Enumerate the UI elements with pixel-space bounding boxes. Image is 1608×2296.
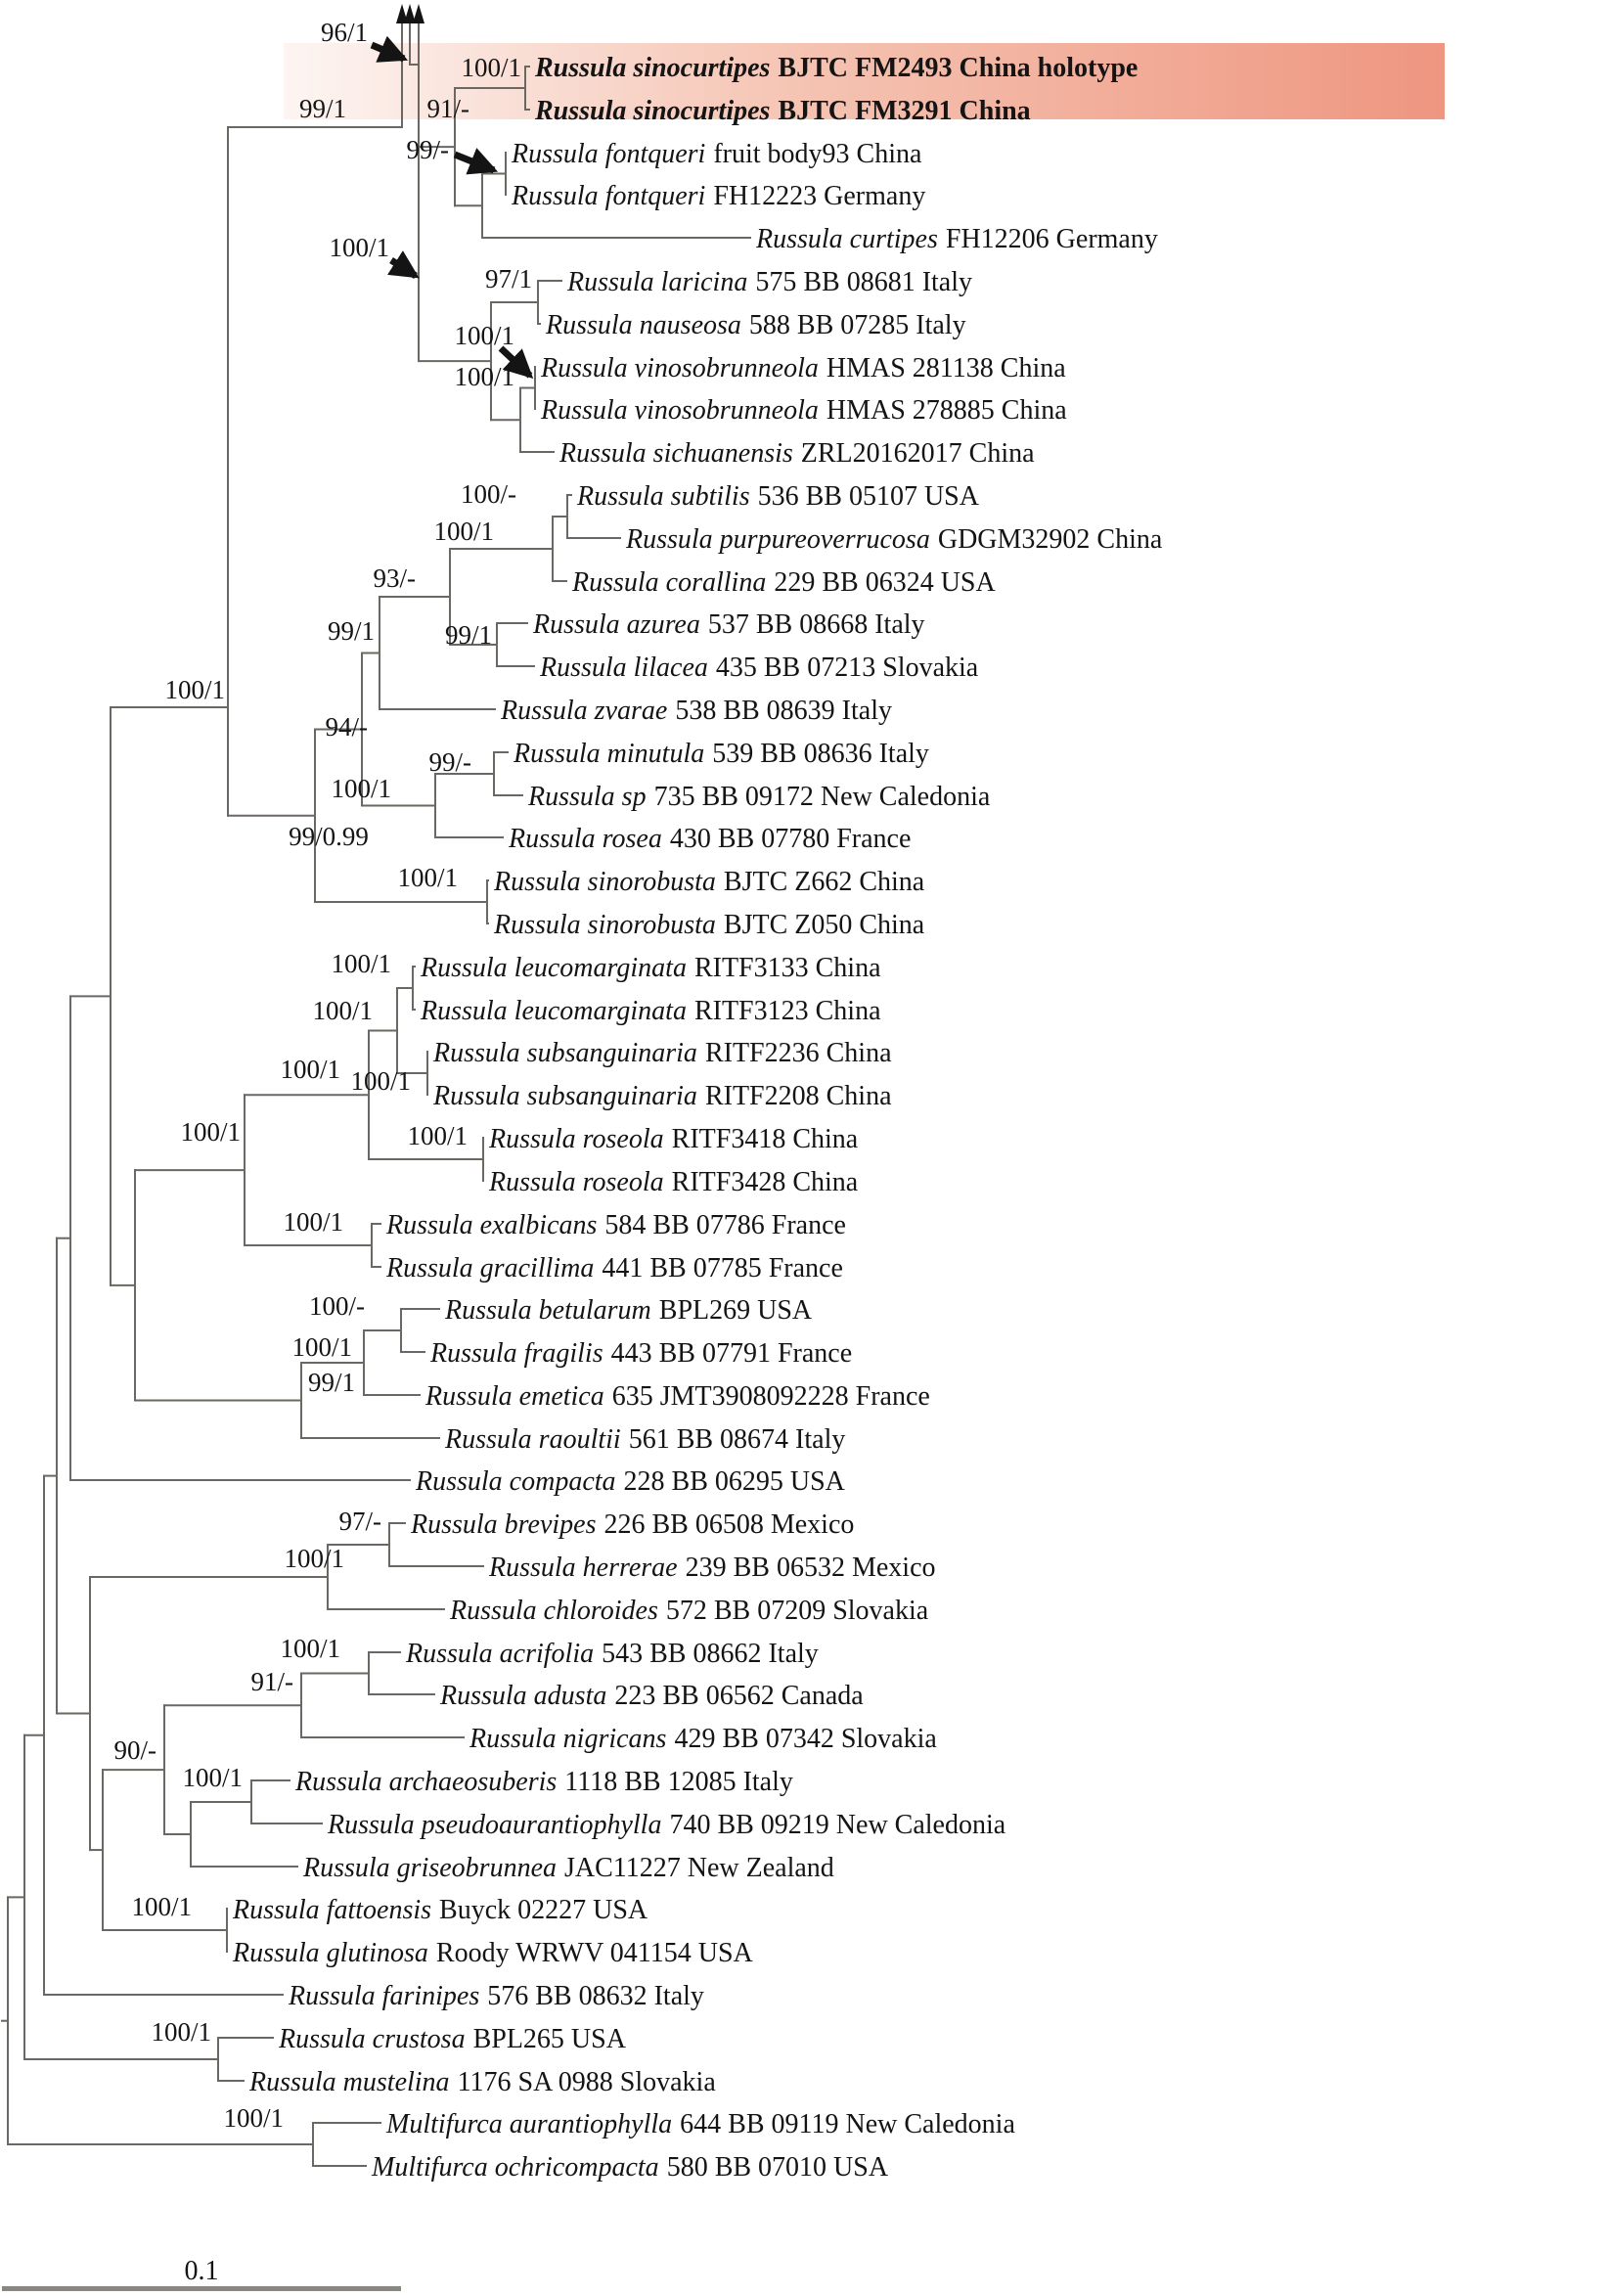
- tip-label: [420, 996, 881, 1026]
- species-name: Russula chloroides: [450, 1596, 658, 1626]
- collection-info: Roody WRWV 041154 USA: [435, 1938, 753, 1968]
- tip-label: [540, 353, 1066, 383]
- tip-label: [439, 1681, 864, 1711]
- species-name: Russula vinosobrunneola: [541, 395, 819, 426]
- collection-info: 223 BB 06562 Canada: [614, 1681, 864, 1711]
- tip-label: [327, 1810, 1006, 1840]
- species-name: Russula laricina: [567, 267, 748, 297]
- species-name: Russula brevipes: [411, 1509, 597, 1540]
- species-name: Russula fragilis: [430, 1338, 603, 1369]
- species-name: Russula raoultii: [445, 1424, 621, 1455]
- species-name: Russula rosea: [509, 824, 662, 854]
- support-value: 100/1: [164, 675, 225, 704]
- support-value: 99/1: [327, 616, 375, 646]
- tip-label: [513, 739, 929, 769]
- truncation-arrow-icon: [413, 4, 424, 23]
- species-name: Russula nigricans: [469, 1724, 667, 1754]
- collection-info: 1176 SA 0988 Slovakia: [457, 2067, 716, 2097]
- collection-info: 635 JMT3908092228 France: [611, 1381, 930, 1412]
- tip-label: [534, 96, 1031, 126]
- support-value: 93/-: [373, 563, 416, 593]
- species-name: Russula archaeosuberis: [295, 1767, 558, 1797]
- species-name: Russula sp: [528, 782, 647, 812]
- collection-info: 572 BB 07209 Slovakia: [665, 1596, 929, 1626]
- species-name: Russula emetica: [425, 1381, 604, 1412]
- tip-label: [248, 2067, 716, 2097]
- tip-label: [576, 481, 980, 512]
- tip-label: [469, 1724, 937, 1754]
- species-name: Multifurca ochricompacta: [372, 2152, 659, 2183]
- collection-info: Buyck 02227 USA: [439, 1895, 648, 1925]
- collection-info: 735 BB 09172 New Caledonia: [653, 782, 991, 812]
- species-name: Russula minutula: [514, 739, 705, 769]
- tip-label: [385, 1253, 843, 1283]
- tip-label: [488, 1124, 859, 1154]
- species-name: Russula vinosobrunneola: [541, 353, 819, 383]
- collection-info: RITF3428 China: [671, 1167, 859, 1197]
- support-value: 91/-: [250, 1667, 293, 1696]
- tip-label: [385, 2109, 1015, 2139]
- support-value: 99/1: [308, 1368, 356, 1397]
- collection-info: RITF2236 China: [704, 1038, 892, 1068]
- species-name: Russula leucomarginata: [421, 996, 687, 1026]
- pointer-arrow-icon: [391, 260, 416, 276]
- support-value: 100/1: [461, 53, 521, 82]
- tip-label: [558, 438, 1035, 469]
- support-value: 99/1: [444, 620, 492, 650]
- support-value: 90/-: [113, 1735, 156, 1765]
- species-name: Russula corallina: [572, 567, 767, 598]
- collection-info: 740 BB 09219 New Caledonia: [669, 1810, 1006, 1840]
- species-name: Multifurca aurantiophylla: [386, 2109, 673, 2139]
- species-name: Russula mustelina: [249, 2067, 450, 2097]
- collection-info: 575 BB 08681 Italy: [755, 267, 973, 297]
- species-name: Russula nauseosa: [546, 310, 741, 340]
- collection-info: 584 BB 07786 France: [604, 1210, 846, 1240]
- support-value: 100/1: [223, 2103, 284, 2133]
- support-value: 100/1: [454, 362, 514, 391]
- tip-label: [488, 1553, 936, 1583]
- tip-label: [493, 867, 925, 897]
- support-value: 100/1: [433, 517, 494, 546]
- support-value: 100/1: [131, 1892, 192, 1921]
- support-value: 100/1: [182, 1763, 243, 1792]
- tip-label: [488, 1167, 859, 1197]
- support-value: 100/1: [329, 233, 389, 262]
- tip-label: [493, 910, 925, 940]
- support-value: 100/1: [291, 1332, 352, 1362]
- species-name: Russula sinorobusta: [494, 867, 716, 897]
- collection-info: HMAS 278885 China: [826, 395, 1067, 426]
- collection-info: 239 BB 06532 Mexico: [685, 1553, 936, 1583]
- tip-label: [385, 1210, 846, 1240]
- species-name: Russula subtilis: [577, 481, 750, 512]
- collection-info: 229 BB 06324 USA: [774, 567, 996, 598]
- collection-info: FH12223 Germany: [713, 181, 926, 211]
- species-name: Russula fontqueri: [512, 181, 706, 211]
- collection-info: HMAS 281138 China: [826, 353, 1066, 383]
- collection-info: 580 BB 07010 USA: [666, 2152, 889, 2183]
- support-value: 100/1: [151, 2017, 211, 2047]
- collection-info: RITF3123 China: [693, 996, 881, 1026]
- species-name: Russula griseobrunnea: [303, 1853, 557, 1883]
- species-name: Russula fontqueri: [512, 139, 706, 169]
- collection-info: 537 BB 08668 Italy: [707, 609, 925, 640]
- collection-info: RITF3133 China: [693, 953, 881, 983]
- species-name: Russula crustosa: [279, 2024, 466, 2054]
- support-value: 100/1: [350, 1066, 411, 1096]
- tip-label: [625, 524, 1163, 555]
- collection-info: 588 BB 07285 Italy: [748, 310, 966, 340]
- species-name: Russula compacta: [416, 1466, 616, 1497]
- species-name: Russula sinorobusta: [494, 910, 716, 940]
- species-name: Russula adusta: [440, 1681, 607, 1711]
- support-value: 96/1: [320, 18, 368, 47]
- species-name: Russula farinipes: [289, 1981, 480, 2011]
- species-name: Russula purpureoverrucosa: [626, 524, 930, 555]
- collection-info: JAC11227 New Zealand: [564, 1853, 834, 1883]
- support-value: 91/-: [426, 94, 469, 123]
- support-value: 99/0.99: [289, 822, 369, 851]
- support-value: 97/-: [338, 1507, 381, 1536]
- tip-label: [371, 2152, 889, 2183]
- support-value: 100/1: [331, 774, 391, 803]
- collection-info: BJTC FM3291 China: [778, 96, 1031, 126]
- collection-info: 443 BB 07791 France: [610, 1338, 853, 1369]
- tip-label: [500, 696, 892, 726]
- collection-info: 539 BB 08636 Italy: [712, 739, 929, 769]
- species-name: Russula exalbicans: [386, 1210, 598, 1240]
- collection-info: 228 BB 06295 USA: [623, 1466, 845, 1497]
- collection-info: BJTC Z050 China: [723, 910, 925, 940]
- species-name: Russula betularum: [445, 1295, 651, 1326]
- tip-label: [511, 139, 922, 169]
- tip-label: [232, 1895, 648, 1925]
- support-value: 100/1: [280, 1634, 340, 1663]
- species-name: Russula lilacea: [540, 653, 708, 683]
- tip-label: [532, 609, 925, 640]
- support-value: 100/1: [407, 1121, 468, 1150]
- collection-info: 561 BB 08674 Italy: [628, 1424, 846, 1455]
- support-value: 99/-: [428, 747, 471, 777]
- species-name: Russula roseola: [489, 1167, 664, 1197]
- collection-info: 536 BB 05107 USA: [757, 481, 979, 512]
- species-name: Russula zvarae: [501, 696, 668, 726]
- species-name: Russula acrifolia: [406, 1639, 595, 1669]
- tip-label: [420, 953, 881, 983]
- species-name: Russula roseola: [489, 1124, 664, 1154]
- support-value: 100/-: [461, 479, 516, 509]
- collection-info: BPL265 USA: [472, 2024, 626, 2054]
- support-value: 100/-: [309, 1291, 365, 1321]
- scale-bar: [2, 2286, 401, 2291]
- support-value: 100/1: [397, 863, 458, 892]
- tip-label: [294, 1767, 793, 1797]
- tip-label: [288, 1981, 704, 2011]
- tip-label: [405, 1639, 819, 1669]
- tip-label: [755, 224, 1158, 254]
- tip-label: [424, 1381, 930, 1412]
- tip-label: [571, 567, 996, 598]
- pointer-arrow-icon: [455, 155, 494, 170]
- tip-label: [278, 2024, 627, 2054]
- collection-info: 1118 BB 12085 Italy: [564, 1767, 793, 1797]
- tip-label: [232, 1938, 754, 1968]
- tip-label: [511, 181, 925, 211]
- collection-info: fruit body93 China: [713, 139, 922, 169]
- species-name: Russula sinocurtipes: [535, 53, 771, 83]
- tip-label: [429, 1338, 852, 1369]
- species-name: Russula gracillima: [386, 1253, 595, 1283]
- species-name: Russula pseudoaurantiophylla: [328, 1810, 662, 1840]
- support-value: 100/1: [283, 1207, 343, 1237]
- species-name: Russula herrerae: [489, 1553, 678, 1583]
- species-name: Russula fattoensis: [233, 1895, 432, 1925]
- support-value: 100/1: [454, 321, 514, 350]
- tip-label: [508, 824, 911, 854]
- support-value: 100/1: [331, 949, 391, 978]
- support-value: 100/1: [284, 1544, 344, 1573]
- species-name: Russula curtipes: [756, 224, 938, 254]
- tip-label: [410, 1509, 854, 1540]
- tip-label: [540, 395, 1067, 426]
- species-name: Russula glutinosa: [233, 1938, 428, 1968]
- tip-label: [534, 53, 1138, 83]
- support-value: 100/1: [312, 996, 373, 1025]
- tip-label: [432, 1081, 892, 1111]
- collection-info: 435 BB 07213 Slovakia: [715, 653, 979, 683]
- collection-info: 543 BB 08662 Italy: [602, 1639, 819, 1669]
- species-name: Russula sichuanensis: [559, 438, 793, 469]
- support-value: 99/1: [298, 94, 347, 123]
- collection-info: BJTC FM2493 China holotype: [778, 53, 1139, 83]
- tip-label: [566, 267, 972, 297]
- collection-info: RITF3418 China: [671, 1124, 859, 1154]
- scale-bar-label: 0.1: [184, 2256, 219, 2286]
- collection-info: FH12206 Germany: [945, 224, 1158, 254]
- support-value: 97/1: [484, 264, 532, 293]
- tip-label: [444, 1295, 813, 1326]
- collection-info: 644 BB 09119 New Caledonia: [680, 2109, 1015, 2139]
- collection-info: 441 BB 07785 France: [602, 1253, 843, 1283]
- labels: [114, 18, 1163, 2183]
- species-name: Russula subsanguinaria: [433, 1081, 697, 1111]
- collection-info: RITF2208 China: [704, 1081, 892, 1111]
- species-name: Russula azurea: [533, 609, 700, 640]
- tip-label: [415, 1466, 846, 1497]
- collection-info: 226 BB 06508 Mexico: [603, 1509, 855, 1540]
- tip-label: [302, 1853, 834, 1883]
- species-name: Russula leucomarginata: [421, 953, 687, 983]
- collection-info: 430 BB 07780 France: [669, 824, 912, 854]
- collection-info: ZRL20162017 China: [800, 438, 1035, 469]
- support-value: 100/1: [280, 1055, 340, 1084]
- collection-info: 538 BB 08639 Italy: [675, 696, 892, 726]
- species-name: Russula sinocurtipes: [535, 96, 771, 126]
- collection-info: 429 BB 07342 Slovakia: [674, 1724, 937, 1754]
- support-value: 100/1: [180, 1117, 241, 1147]
- collection-info: 576 BB 08632 Italy: [487, 1981, 704, 2011]
- collection-info: BPL269 USA: [658, 1295, 813, 1326]
- tip-label: [539, 653, 979, 683]
- tip-label: [545, 310, 966, 340]
- collection-info: BJTC Z662 China: [723, 867, 925, 897]
- tip-label: [449, 1596, 929, 1626]
- support-value: 99/-: [406, 135, 449, 164]
- collection-info: GDGM32902 China: [937, 524, 1163, 555]
- species-name: Russula subsanguinaria: [433, 1038, 697, 1068]
- tip-label: [444, 1424, 845, 1455]
- tip-label: [527, 782, 991, 812]
- tip-label: [432, 1038, 892, 1068]
- support-value: 94/-: [325, 712, 368, 742]
